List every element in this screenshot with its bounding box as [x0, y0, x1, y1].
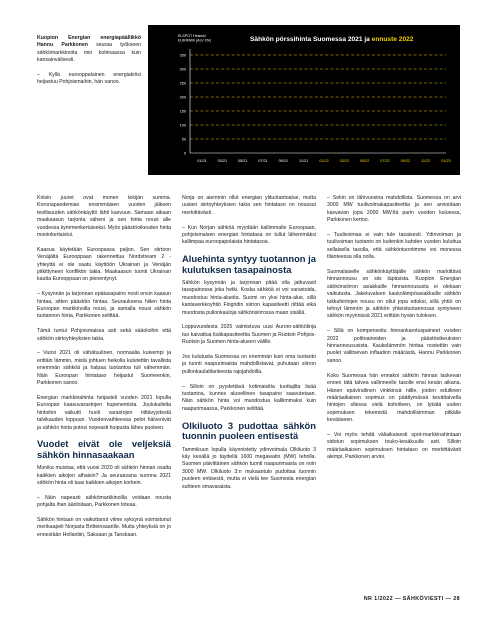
- price-chart-svg: [148, 25, 460, 175]
- col1-paragraph: Sähkön hintaan on vaikuttanut viime syksynä voimistunut merikaapeli Norjasta Britteinsaarille. Muita yhteyksiä on jo ennestään Hollantiin, Saksaan ja Tanskaan.: [37, 516, 171, 538]
- col1-paragraph: Kriisin juuret ovat monen tekijän summa. Koronapandemian ensimmäisen vuoden jälkeen teollisuuden sähkönkäyttö lähti kasvuun. Samaan aikaan maakaasun tarjonta väheni ja sen hinta nousi alle vuodessa kymmenkertaiseksi. Myös päästöoikeuden hinta moninkertaistui.: [37, 195, 171, 239]
- x-tick-label: 01/22: [319, 159, 329, 163]
- x-tick-label: 01/21: [197, 159, 207, 163]
- intro-paragraph-2: – Kyllä eurooppalainen energiakriisi heijastuu Pohjoismaihin, hän sanoo.: [37, 72, 141, 86]
- col1-paragraph: – Kysynnän ja tarjonnan epätasapaino nosti ensin kaasun hintaa, sitten päästöin hintaa. Seurauksena hiilen hinta Euroopan markkinoilla nousi, ja samalla nousi sähkön tuotannon hinta, Parkkonen selittää.: [37, 291, 171, 320]
- x-tick-label: 09/21: [278, 159, 289, 163]
- col1-paragraph: Monika muistaa, että vuosi 2020 oli sähkön hinnan osalta kaikkien aikojen alhaisin? Ja seuraavana vuonna 2021 sähkön hinta oli taas kaikkien aikojen korkein.: [37, 465, 171, 486]
- col2-subheading: Aluehinta syntyy tuotannon ja kulutuksen tasapainosta: [182, 253, 316, 275]
- col1-paragraph: Energian markkinahinta heijasteli vuoden 2021 lopulla Euroopan kaasuvarastojen hupenemista. Joulukuilelta hintoihin vaikutti huoli varastojen riittävyydestä talvikauden loppuun. Vuodenvaihteessa pelot hälvenivät ja sähkön hinta putosi nopeasti huipusta lähes puoleen.: [37, 394, 171, 431]
- col2-paragraph: – Kun Norjan sähköä myydään kallimmalle Euroopaan, pohjoismaisen energian hintatasa on tullut lähemmäksi kallimpaa euroopapolaista hintatasoa.: [182, 224, 316, 246]
- article-column-1: [37, 195, 171, 547]
- intro-rest: seuraa työkseen sähkömarkkinoita min kotimaassa kuin kansainvälisesti.: [37, 42, 141, 64]
- col3-paragraph: – Sillä on kompensoitu hinnankarotuspaineet vuoden 2022 polttoaineiden ja päästöoikeuksien hinnannoususista. Kaukolämmön hintaa nostettiin vain puolet vallitsevan inflaation määrästä, Hannu Parkkonen sanoo.: [327, 328, 461, 364]
- intro-bold: Kuopion Energian energiapäällikkö Hannu Parkkonen: [37, 35, 141, 49]
- intro-column: [37, 35, 141, 94]
- chart-title: Sähkön pörssihinta Suomessa 2021 ja ennuste 2022: [250, 36, 414, 43]
- col3-paragraph: – Tuulivoimaa ei vain tule tasaisesti. Ydinvoiman ja tuulivoiman tuotanto on kuitenkin kahden vuoden kuluttua sellaisella tasolla, että sähköntuontimme voi monessa tilanteessa olla nolla.: [327, 232, 461, 261]
- price-chart: [148, 25, 460, 175]
- y-tick-label: 200: [179, 95, 186, 100]
- x-tick-label: 09/22: [400, 159, 411, 163]
- x-tick-label: 01/23: [441, 159, 451, 163]
- y-tick-label: 100: [179, 123, 186, 128]
- col3-paragraph: Suomalaiselle sähkönkäyttäjälle sähkön markittävä hinnannousu on siis täpäsista. Kuopion Energian sähkönsiirron asiakkaille hinnannoususta ei olekaan vaikutusta. Jakeluvaleen kaukolämpöasiakkaille sähkön tukkuhintojen nousu on ollut jopa eduksi, sillä yhtiö on tehnyt lämmön ja sähkön yhteistuotannossa syntyneen sähkön myynnissä 2021 erittäin hyvän tuloksen.: [327, 269, 461, 320]
- col2-paragraph: Tammikuun lopulla käynnistetty ydinvoimala Olkiluoto 3 käy kesällä jo täydellä 1600 megawatin (MW) teholla. Suomen päivittäinen sähkön tuonti naapurimaista on noin 3000 MW. Olkiluoto 3:n mukaantulo pudottaa tuonnin puoleen entisestä, mutta ei vielä tee Suomesta energian suhteen omavaraista.: [182, 446, 316, 490]
- y-axis-label: ELSPOT Helsinki EUR/MWh (ALV 0%): [178, 34, 212, 43]
- article-column-2: [182, 195, 316, 498]
- page-footer: NR 1/2022 — SÄHKÖVIESTI — 28: [363, 596, 460, 602]
- col1-paragraph: – Vuosi 2021 oli vähätuulinen, normaalia kuivempi ja erittäin lämmin, mistä johtuen heikolla kulutettiin tavallista enemmän sähköä ja halpaa tuotantoa tuli vähemmän. Näin Euroopan hintataso heijastui Suomeenkin, Parkkonen sanoo.: [37, 350, 171, 387]
- col1-paragraph: Tämä tuntui Pohjoismaissa asti sekä sääoloihin että sähkön siirtoyhteyksien takia.: [37, 328, 171, 342]
- intro-paragraph-1: [37, 35, 141, 65]
- col1-subheading: Vuodet eivät ole veljeksiä sähkön hinnasaakaan: [37, 438, 171, 460]
- y-tick-label: 350: [179, 53, 186, 58]
- x-tick-label: 03/22: [339, 159, 350, 163]
- col3-paragraph: – Sekin on lähivuosina mahdollista. Suomessa on arvi 3000 MW tuulivoimakapasiteettia ja sen arvioidaan kasvavan jopa 2000 MW:llä parin vuoden kuluessa, Parkkonen kertoo.: [327, 195, 461, 224]
- x-tick-label: 11/21: [299, 159, 309, 163]
- col3-paragraph: – Voi myös tehdä väliaikaisesti spot-markkinahintaan sidotun sopimuksen touko-kesäkuulle asti. Silloin määräaikaisen sopimuksen hintataso on merkittävästi alempi, Parkkonen arvioi.: [327, 431, 461, 461]
- y-tick-label: 150: [179, 109, 186, 114]
- col2-paragraph: Loppuvuodesta 2025 valmistuva uusi Auroro-sähkölinja tuo kaivattua lisäkapasiteettia Suomen ja Ruotsin Pohjois-Ruotsin ja Suomen hinta-alueen välille.: [182, 324, 316, 346]
- col2-subheading-2: Olkiluoto 3 pudottaa sähkön tuonnin puoleen entisestä: [182, 419, 316, 442]
- col2-paragraph: Sähkön kysynnän ja tarjonnan pitää olla jatkuvasti tasapainossa joka hetki. Koska sähköä ei voi varastoida, muodostuu hinta-alueita. Suomi on yksi hinta-alue, sillä kantaverkkoyhtiö Fingridin siirron kapasiteetti riittää eikä muodosta pullonkauloja sähkönsiirrossa maan sisällä.: [182, 280, 316, 316]
- col2-paragraph: – Silloin on pyydettävä kotimaisilta tuottajilta lisää tuotantoa, kunnes alueellinen tasapaino saavutetaan. Näin sähkön hinta voi muodostua kalliimmaksi kuin naapurimaassa, Parkkonen selittää.: [182, 383, 316, 412]
- col2-paragraph: Norja on aiemmin ollut energian ylituotantoalue, mutta uusien siirtoyhteyksien takia sen hintataso on noussut merkittävästi.: [182, 195, 316, 216]
- x-tick-label: 05/21: [237, 159, 248, 163]
- col1-paragraph: – Näin napeasti sähkömarkkinoilla voidaan nousta pohjalta ihan ääriloitaan, Parkkonen toteaa.: [37, 494, 171, 509]
- x-tick-label: 07/21: [258, 159, 268, 163]
- x-tick-label: 07/22: [380, 159, 390, 163]
- y-tick-label: 50: [181, 137, 186, 142]
- col3-paragraph: Koko Suomessa hän ennakoi sähkön hinnan laskevan ennen tätä talvea vallinneelle tasolle ensi kesän aikana. Hänen epävirallinen vinkkinsä niille, joiden edullinen määräaikainen sopimus on päättymässä kevättalvella hintojen ollessa vielä koholleen, on lykätä uuden sopimuksen tekemistä mahdollisimman pitkälle kevääseen.: [327, 372, 461, 424]
- col1-paragraph: Kaasua käytetään Euroopassa paljon. Sen siirtoon Venäjältä Eurooppaan rakennettua Nordstream 2 -yhteyttä ei ole saatu käyttöön Ukrainan ja Venäjän pitkittyneen konfliktin takia. Maakaasun tuonti Ukrainan kautta Eurooppaan on pienentynyt.: [37, 246, 171, 283]
- x-tick-label: 03/21: [217, 159, 228, 163]
- y-tick-label: 0: [183, 151, 186, 156]
- y-tick-label: 250: [179, 81, 186, 86]
- y-tick-label: 300: [179, 67, 186, 72]
- x-tick-label: 05/22: [359, 159, 370, 163]
- col2-paragraph: Jos kulutusta Suomessa on enemmän kuin oma tuotanto ja tuonti naapurimaista mahdollistavat, puhutaan siirron pullonkaulatilanteesta rajojahdoilla.: [182, 354, 316, 375]
- x-tick-label: 11/22: [421, 159, 431, 163]
- article-column-3: [327, 195, 461, 469]
